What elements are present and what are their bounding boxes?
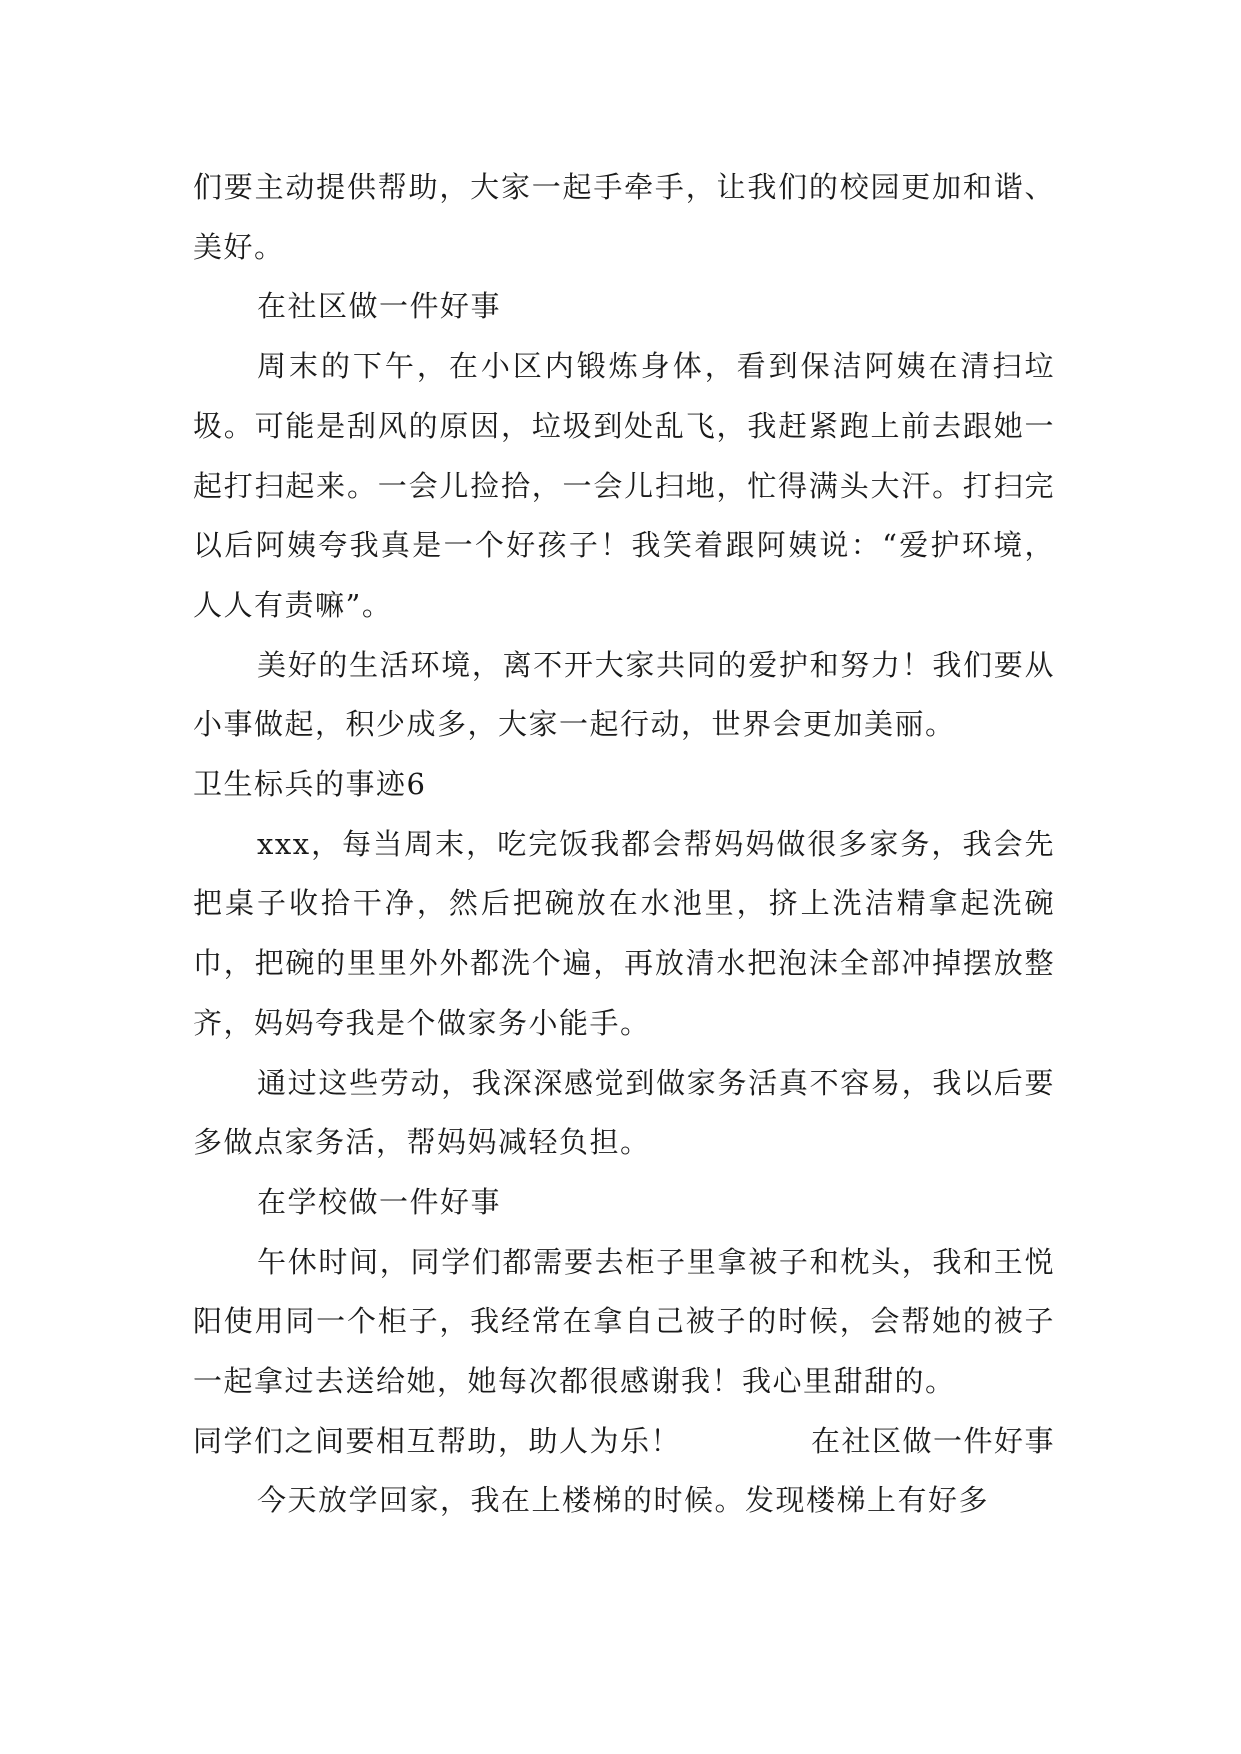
paragraph-nap-time: 午休时间，同学们都需要去柜子里拿被子和枕头，我和王悦阳使用同一个柜子，我经常在拿自己被子的时候，会帮她的被子一起拿过去送给她，她每次都很感谢我！我心里甜甜的。: [193, 1244, 1055, 1399]
split-line: [193, 1412, 1055, 1472]
paragraph-weekend-cleaning: 周末的下午，在小区内锻炼身体，看到保洁阿姨在清扫垃圾。可能是刮风的原因，垃圾到处乱飞，我赶紧跑上前去跟她一起打扫起来。一会儿捡拾，一会儿扫地，忙得满头大汗。打扫完以后阿姨夸我真是一个好孩子！我笑着跟阿姨说：“爱护环境，人人有责嘛”。: [193, 349, 1055, 622]
section-heading-community: 在社区做一件好事: [257, 289, 502, 324]
split-line-right: 在社区做一件好事: [810, 1423, 1055, 1458]
paragraph-environment: 美好的生活环境，离不开大家共同的爱护和努力！我们要从小事做起，积少成多，大家一起行动，世界会更加美丽。: [193, 647, 1055, 742]
section-heading-school: 在学校做一件好事: [257, 1184, 502, 1219]
paragraph-continuation: 们要主动提供帮助，大家一起手牵手，让我们的校园更加和谐、美好。: [193, 170, 1055, 264]
paragraph-housework: xxx，每当周末，吃完饭我都会帮妈妈做很多家务，我会先把桌子收拾干净，然后把碗放在水池里，挤上洗洁精拿起洗碗巾，把碗的里里外外都洗个遍，再放清水把泡沫全部冲掉摆放整齐，妈妈夸我是个做家务小能手。: [193, 826, 1055, 1040]
document-body: [193, 158, 1055, 1531]
section-title-hygiene-model-6: 卫生标兵的事迹6: [193, 767, 427, 802]
paragraph-stairs: 今天放学回家，我在上楼梯的时候。发现楼梯上有好多: [257, 1483, 990, 1518]
split-line-left: 同学们之间要相互帮助，助人为乐！: [193, 1423, 682, 1458]
paragraph-labor-reflection: 通过这些劳动，我深深感觉到做家务活真不容易，我以后要多做点家务活，帮妈妈减轻负担。: [193, 1065, 1055, 1160]
